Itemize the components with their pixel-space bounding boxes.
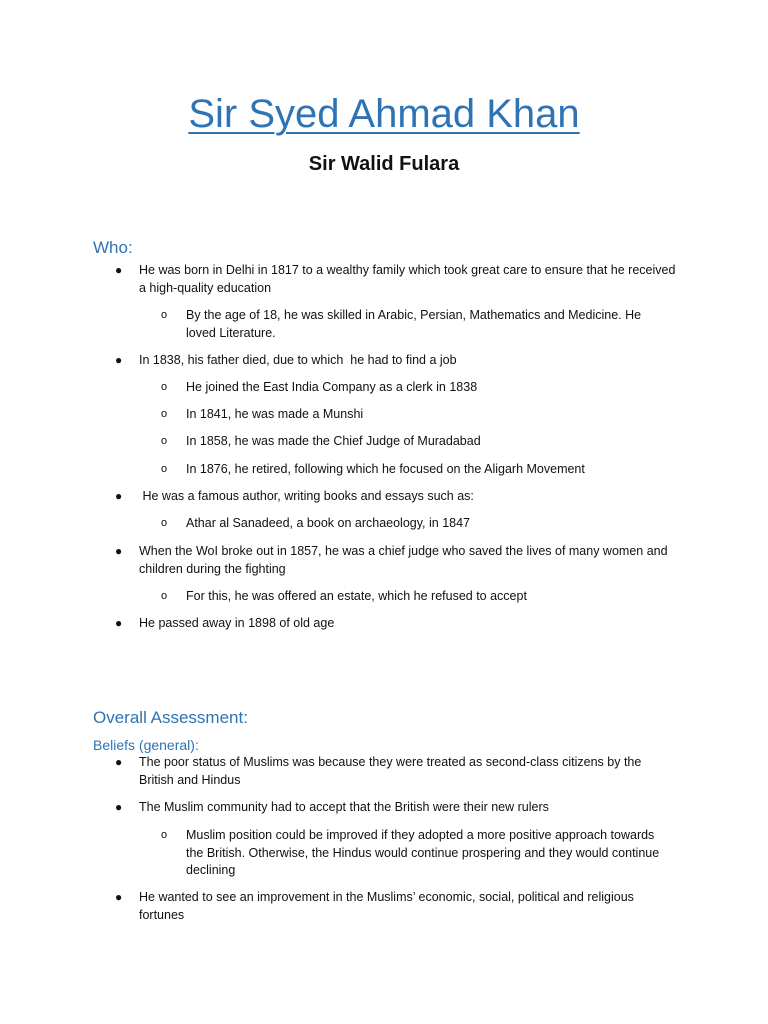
bullet-icon: ● — [115, 489, 123, 503]
sub-list-item: Athar al Sanadeed, a book on archaeology, in 1847 — [186, 516, 471, 530]
circle-bullet-icon: o — [161, 435, 168, 447]
bullet-icon: ● — [115, 890, 123, 904]
sub-list-item: In 1858, he was made the Chief Judge of Muradabad — [186, 434, 481, 448]
sub-list-item: In 1841, he was made a Munshi — [186, 407, 364, 421]
list-item: In 1838, his father died, due to which he had to find a job — [139, 353, 457, 367]
list-item: He passed away in 1898 of old age — [139, 616, 335, 630]
sub-list-item: Muslim position could be improved if they adopted a more positive approach towards the British. Otherwise, the Hindus would continue prospering and they would continue declining — [186, 828, 660, 877]
bullet-icon: ● — [115, 616, 123, 630]
page-title: Sir Syed Ahmad Khan — [188, 92, 580, 136]
circle-bullet-icon: o — [161, 408, 168, 420]
list-item: The poor status of Muslims was because they were treated as second-class citizens by the British and Hindus — [139, 755, 642, 787]
sub-list-item: In 1876, he retired, following which he focused on the Aligarh Movement — [186, 462, 585, 476]
sub-list-item: By the age of 18, he was skilled in Arabic, Persian, Mathematics and Medicine. He loved Literature. — [186, 308, 642, 340]
circle-bullet-icon: o — [161, 381, 168, 393]
subsection-heading-beliefs: Beliefs (general): — [93, 737, 199, 753]
sub-list-item: He joined the East India Company as a clerk in 1838 — [186, 380, 478, 394]
sub-list-item: For this, he was offered an estate, which he refused to accept — [186, 589, 527, 603]
section-heading-assessment: Overall Assessment: — [93, 708, 248, 727]
list-item: When the WoI broke out in 1857, he was a chief judge who saved the lives of many women and children during the fighting — [139, 544, 668, 576]
bullet-icon: ● — [115, 544, 123, 558]
circle-bullet-icon: o — [161, 829, 168, 841]
list-item: He was a famous author, writing books and essays such as: — [139, 489, 474, 503]
bullet-icon: ● — [115, 263, 123, 277]
bullet-icon: ● — [115, 755, 123, 769]
circle-bullet-icon: o — [161, 463, 168, 475]
list-item: He was born in Delhi in 1817 to a wealthy family which took great care to ensure that he received a high-quality education — [139, 263, 676, 295]
circle-bullet-icon: o — [161, 590, 168, 602]
list-item: The Muslim community had to accept that the British were their new rulers — [139, 800, 549, 814]
circle-bullet-icon: o — [161, 309, 168, 321]
list-item: He wanted to see an improvement in the Muslims’ economic, social, political and religious fortunes — [139, 890, 634, 922]
bullet-icon: ● — [115, 353, 123, 367]
circle-bullet-icon: o — [161, 517, 168, 529]
section-heading-who: Who: — [93, 238, 133, 257]
bullet-icon: ● — [115, 800, 123, 814]
page-subtitle: Sir Walid Fulara — [308, 153, 460, 175]
